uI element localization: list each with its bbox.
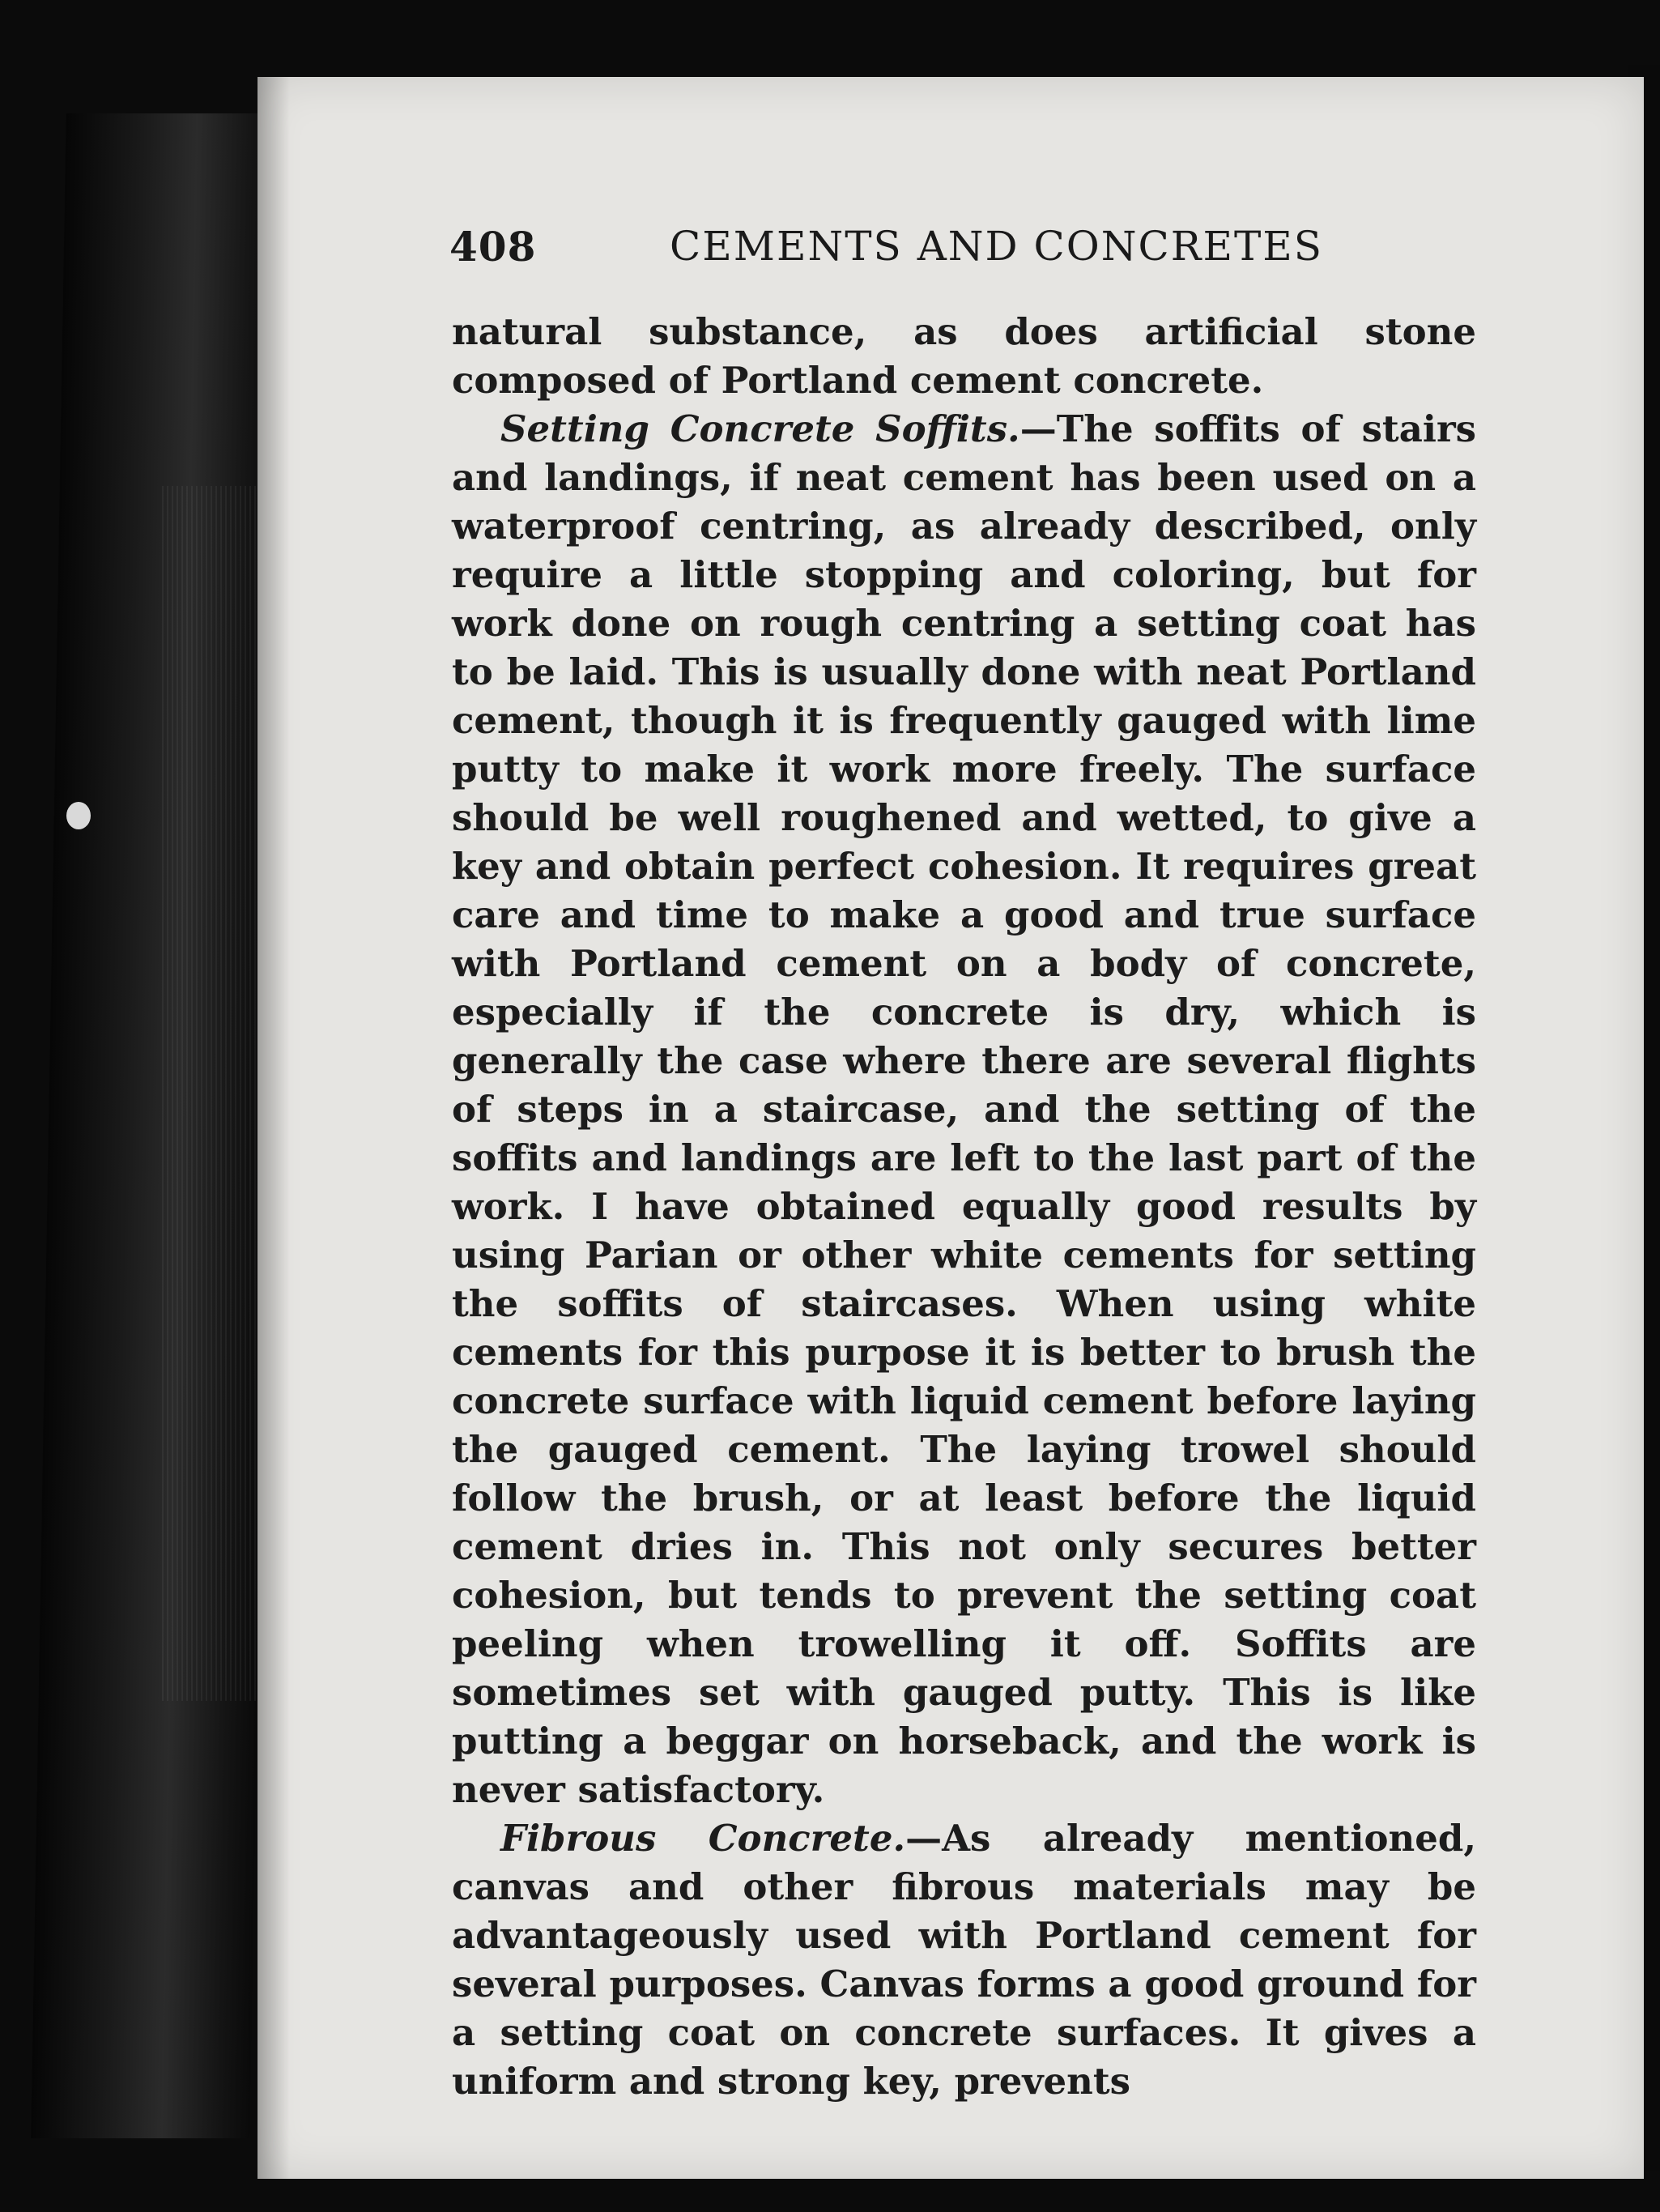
scan-hole-mark — [66, 802, 91, 829]
section-heading: Setting Concrete Soffits. — [500, 407, 1020, 450]
page-header — [449, 223, 1559, 279]
running-title: CEMENTS AND CONCRETES — [670, 223, 1324, 270]
book-page — [258, 77, 1644, 2179]
page-number: 408 — [449, 223, 537, 271]
paragraph-text: —The soffits of stairs and landings, if neat cement has been used on a waterproof centring, as already described, only require a little stopping and coloring, but for work done on rough centring a setting coat has to be laid. This is usually done with neat Portland cement, though it is frequently gauged with lime putty to make it work more freely. The surface should be well roughened and wetted, to give a key and obtain perfect cohesion. It requires great care and time to make a good and true surface with Portland cement on a body of concrete, especially if the concrete is dry, which is generally the case where there are several flights of steps in a staircase, and the setting of the soffits and landings are left to the last part of the work. I have obtained equally good results by using Parian or other white cements for setting the soffits of staircases. When using white cements for this purpose it is better to brush the concrete surface with liquid cement before laying the gauged cement. The laying trowel should follow the brush, or at least before the liquid cement dries in. This not only secures better cohesion, but tends to prevent the setting coat peeling when trowelling it off. Soffits are sometimes set with gauged putty. This is like putting a beggar on horseback, and the work is never satisfactory. — [452, 407, 1476, 1811]
book-edge-texture — [162, 486, 267, 1701]
paragraph-setting-concrete-soffits — [452, 405, 1476, 1814]
page-gutter-shadow — [258, 77, 290, 2179]
paragraph-text: natural substance, as does artificial stone composed of Portland cement concrete. — [452, 310, 1476, 402]
body-text — [452, 308, 1476, 2106]
paragraph-continuation — [452, 308, 1476, 405]
paragraph-fibrous-concrete — [452, 1814, 1476, 2106]
section-heading: Fibrous Concrete. — [500, 1817, 906, 1860]
paragraph-text: —As already mentioned, canvas and other fibrous materials may be advantageously used with Portland cement for several purposes. Canvas forms a good ground for a setting coat on concrete surfaces. It gives a uniform and strong key, prevents — [452, 1817, 1476, 2103]
